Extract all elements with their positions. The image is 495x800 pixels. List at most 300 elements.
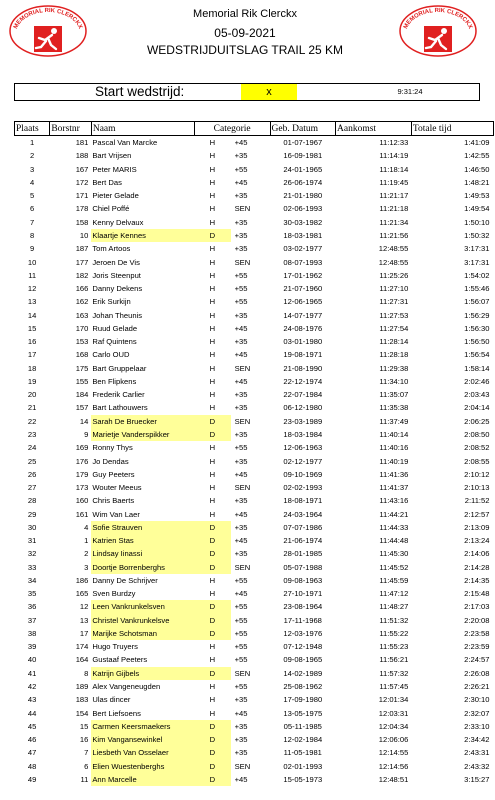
- cell-geb-datum: 14-07-1977: [283, 310, 323, 320]
- cell-geslacht: H: [209, 682, 216, 692]
- cell-geb-datum: 27-10-1971: [283, 589, 323, 599]
- col-header-naam: Naam: [91, 122, 194, 136]
- cell-aankomst: 11:21:56: [379, 230, 409, 240]
- cell-borstnr: 162: [75, 297, 89, 307]
- cell-borstnr: 172: [75, 177, 89, 187]
- cell-totale-tijd: 2:15:48: [464, 589, 490, 599]
- cell-categorie: +45: [234, 350, 248, 360]
- cell-geslacht: D: [194, 521, 230, 534]
- cell-geb-datum: 22-12-1974: [283, 376, 323, 386]
- cell-plaats: 47: [27, 748, 37, 758]
- cell-geslacht: D: [194, 561, 230, 574]
- cell-totale-tijd: 2:34:42: [464, 735, 490, 745]
- table-row: [15, 269, 494, 282]
- results-body: [15, 136, 494, 787]
- cell-plaats: 4: [30, 177, 35, 187]
- cell-totale-tijd: 1:56:54: [464, 350, 490, 360]
- cell-geb-datum: 06-12-1980: [283, 403, 323, 413]
- cell-naam: Chiel Poffé: [92, 204, 130, 214]
- cell-borstnr: 179: [75, 469, 89, 479]
- cell-aankomst: 11:21:18: [379, 204, 409, 214]
- table-row: [15, 176, 494, 189]
- cell-categorie: +45: [234, 774, 248, 784]
- cell-totale-tijd: 2:06:25: [464, 416, 490, 426]
- cell-geb-datum: 12-03-1976: [283, 628, 323, 638]
- cell-geslacht: H: [209, 642, 216, 652]
- cell-categorie: +55: [234, 682, 248, 692]
- cell-geb-datum: 18-08-1971: [283, 496, 323, 506]
- cell-geb-datum: 07-12-1948: [283, 642, 323, 652]
- cell-naam: Christel Vankrunkelsve: [91, 614, 194, 627]
- cell-aankomst: 12:04:34: [378, 721, 409, 731]
- cell-totale-tijd: 1:48:21: [464, 177, 490, 187]
- cell-naam: Pieter Gelade: [92, 191, 139, 201]
- cell-categorie: +45: [234, 323, 248, 333]
- cell-plaats: 41: [27, 668, 37, 678]
- cell-categorie: +55: [234, 284, 248, 294]
- cell-aankomst: 11:45:52: [379, 562, 409, 572]
- cell-categorie: +55: [234, 443, 248, 453]
- cell-categorie: +45: [234, 589, 248, 599]
- cell-geb-datum: 02-01-1993: [283, 761, 323, 771]
- table-row: [15, 653, 494, 666]
- cell-categorie: SEN: [234, 562, 251, 572]
- table-row: [15, 680, 494, 693]
- cell-totale-tijd: 1:50:10: [464, 217, 490, 227]
- cell-geb-datum: 09-10-1969: [283, 469, 323, 479]
- cell-geslacht: H: [209, 483, 216, 493]
- cell-totale-tijd: 2:14:28: [464, 562, 490, 572]
- cell-totale-tijd: 3:15:27: [464, 774, 490, 784]
- cell-geb-datum: 03-02-1977: [283, 244, 323, 254]
- cell-borstnr: 168: [75, 350, 89, 360]
- table-row: [15, 295, 494, 308]
- cell-aankomst: 11:44:48: [379, 536, 409, 546]
- cell-geslacht: H: [209, 443, 216, 453]
- cell-categorie: +55: [234, 628, 248, 638]
- cell-categorie: +45: [234, 469, 248, 479]
- cell-borstnr: 176: [75, 456, 89, 466]
- cell-plaats: 21: [27, 403, 37, 413]
- start-label: Start wedstrijd:: [95, 84, 185, 99]
- cell-geslacht: D: [194, 759, 230, 772]
- cell-geb-datum: 21-07-1960: [283, 284, 323, 294]
- cell-plaats: 33: [27, 562, 37, 572]
- cell-naam: Alex Vangeneugden: [92, 682, 161, 692]
- cell-geb-datum: 23-03-1989: [283, 416, 323, 426]
- table-row: [15, 454, 494, 467]
- cell-plaats: 2: [30, 151, 35, 161]
- cell-totale-tijd: 3:17:31: [464, 244, 490, 254]
- cell-totale-tijd: 2:10:12: [464, 469, 490, 479]
- table-row: [15, 242, 494, 255]
- cell-borstnr: 163: [75, 310, 89, 320]
- cell-geslacht: H: [209, 177, 216, 187]
- cell-totale-tijd: 2:26:21: [464, 682, 490, 692]
- cell-geslacht: H: [209, 191, 216, 201]
- cell-borstnr: 9: [84, 429, 89, 439]
- cell-plaats: 16: [27, 337, 37, 347]
- cell-naam: Katrien Stas: [91, 534, 194, 547]
- event-subtitle: WEDSTRIJDUITSLAG TRAIL 25 KM: [146, 43, 344, 57]
- cell-totale-tijd: 1:49:53: [464, 191, 490, 201]
- cell-geb-datum: 02-06-1993: [283, 204, 323, 214]
- cell-borstnr: 16: [79, 735, 89, 745]
- cell-geb-datum: 23-08-1964: [283, 602, 323, 612]
- cell-plaats: 5: [30, 191, 35, 201]
- cell-naam: Carlo OUD: [92, 350, 130, 360]
- cell-totale-tijd: 1:56:50: [464, 337, 490, 347]
- cell-naam: Danny Dekens: [92, 284, 143, 294]
- cell-naam: Bart Lathouwers: [92, 403, 148, 413]
- table-row: [15, 614, 494, 627]
- cell-plaats: 9: [30, 244, 35, 254]
- cell-totale-tijd: 1:55:46: [464, 284, 490, 294]
- table-row: [15, 746, 494, 759]
- cell-plaats: 18: [27, 363, 37, 373]
- cell-plaats: 14: [27, 310, 37, 320]
- cell-categorie: +35: [234, 403, 248, 413]
- cell-geb-datum: 16-09-1981: [283, 151, 323, 161]
- cell-aankomst: 11:48:27: [379, 602, 409, 612]
- cell-totale-tijd: 2:23:59: [464, 642, 490, 652]
- cell-aankomst: 11:21:34: [379, 217, 409, 227]
- cell-borstnr: 166: [75, 284, 89, 294]
- cell-naam: Bert Das: [92, 177, 122, 187]
- col-header-geb-datum: Geb. Datum: [270, 122, 335, 136]
- cell-aankomst: 11:14:19: [379, 151, 409, 161]
- cell-naam: Klaartje Kennes: [91, 229, 194, 242]
- cell-totale-tijd: 2:43:32: [464, 761, 490, 771]
- cell-plaats: 25: [27, 456, 37, 466]
- cell-categorie: +55: [234, 642, 248, 652]
- cell-geb-datum: 12-06-1963: [283, 443, 323, 453]
- cell-categorie: +45: [234, 509, 248, 519]
- cell-categorie: SEN: [234, 483, 251, 493]
- cell-borstnr: 177: [75, 257, 89, 267]
- cell-totale-tijd: 2:13:24: [464, 536, 490, 546]
- cell-naam: Bart Vrijsen: [92, 151, 132, 161]
- cell-borstnr: 4: [84, 522, 89, 532]
- cell-borstnr: 165: [75, 589, 89, 599]
- cell-totale-tijd: 2:23:58: [464, 628, 490, 638]
- cell-aankomst: 11:47:12: [379, 589, 409, 599]
- cell-geslacht: H: [209, 469, 216, 479]
- cell-aankomst: 11:12:33: [379, 138, 409, 148]
- cell-geslacht: H: [209, 363, 216, 373]
- logo-right: [398, 4, 478, 58]
- cell-naam: Erik Surkijn: [92, 297, 131, 307]
- cell-totale-tijd: 1:56:30: [464, 323, 490, 333]
- cell-geslacht: D: [194, 229, 230, 242]
- cell-aankomst: 11:44:33: [379, 522, 409, 532]
- table-row: [15, 587, 494, 600]
- cell-aankomst: 12:14:55: [378, 748, 409, 758]
- cell-plaats: 44: [27, 708, 37, 718]
- cell-naam: Joris Steenput: [92, 270, 141, 280]
- cell-borstnr: 1: [84, 536, 89, 546]
- table-row: [15, 229, 494, 242]
- cell-plaats: 35: [27, 589, 37, 599]
- cell-geslacht: H: [209, 257, 216, 267]
- start-box: [14, 83, 480, 101]
- cell-geslacht: H: [209, 589, 216, 599]
- cell-totale-tijd: 2:32:07: [464, 708, 490, 718]
- cell-geb-datum: 13-05-1975: [283, 708, 323, 718]
- logo-left: [8, 4, 88, 58]
- cell-totale-tijd: 2:03:43: [464, 390, 490, 400]
- cell-naam: Johan Theunis: [92, 310, 143, 320]
- cell-geb-datum: 02-12-1977: [283, 456, 323, 466]
- table-row: [15, 507, 494, 520]
- table-row: [15, 441, 494, 454]
- cell-plaats: 39: [27, 642, 37, 652]
- table-row: [15, 149, 494, 162]
- cell-geb-datum: 18-03-1981: [283, 230, 323, 240]
- cell-geslacht: H: [209, 284, 216, 294]
- cell-borstnr: 6: [84, 761, 89, 771]
- cell-categorie: +45: [234, 536, 248, 546]
- cell-geslacht: D: [194, 746, 230, 759]
- start-marker: x: [241, 84, 297, 100]
- cell-totale-tijd: 1:56:29: [464, 310, 490, 320]
- table-row: [15, 547, 494, 560]
- cell-aankomst: 11:27:54: [379, 323, 409, 333]
- cell-geb-datum: 22-07-1984: [283, 390, 323, 400]
- cell-geb-datum: 08-07-1993: [283, 257, 323, 267]
- cell-geslacht: H: [209, 204, 216, 214]
- cell-naam: Frederik Carlier: [92, 390, 145, 400]
- cell-geslacht: H: [209, 496, 216, 506]
- cell-naam: Sven Burdzy: [92, 589, 136, 599]
- cell-naam: Katrijn Gijbels: [91, 667, 194, 680]
- cell-geslacht: H: [209, 323, 216, 333]
- table-row: [15, 481, 494, 494]
- cell-aankomst: 11:57:45: [379, 682, 409, 692]
- cell-geslacht: H: [209, 138, 216, 148]
- cell-categorie: +45: [234, 376, 248, 386]
- table-row: [15, 362, 494, 375]
- cell-totale-tijd: 2:14:35: [464, 575, 490, 585]
- cell-geb-datum: 15-05-1973: [283, 774, 323, 784]
- cell-plaats: 34: [27, 575, 37, 585]
- cell-plaats: 1: [30, 138, 35, 148]
- cell-totale-tijd: 2:20:08: [464, 615, 490, 625]
- cell-aankomst: 11:40:19: [379, 456, 409, 466]
- cell-geb-datum: 02-02-1993: [283, 483, 323, 493]
- col-header-borstnr: Borstnr: [50, 122, 92, 136]
- table-row: [15, 706, 494, 719]
- cell-plaats: 26: [27, 469, 37, 479]
- cell-plaats: 30: [27, 522, 37, 532]
- cell-geb-datum: 09-08-1963: [283, 575, 323, 585]
- cell-geslacht: D: [194, 667, 230, 680]
- cell-naam: Chris Baerts: [92, 496, 135, 506]
- cell-borstnr: 184: [75, 390, 89, 400]
- cell-categorie: +35: [234, 522, 248, 532]
- cell-categorie: SEN: [234, 257, 251, 267]
- cell-geslacht: H: [209, 695, 216, 705]
- cell-geb-datum: 12-06-1965: [283, 297, 323, 307]
- cell-totale-tijd: 2:13:09: [464, 522, 490, 532]
- cell-aankomst: 11:37:49: [379, 416, 409, 426]
- cell-categorie: +35: [234, 244, 248, 254]
- logo-text-left: MEMORIAL RIK CLERCKX: [13, 7, 83, 30]
- table-row: [15, 282, 494, 295]
- cell-naam: Bart Gruppelaar: [92, 363, 147, 373]
- cell-plaats: 19: [27, 376, 37, 386]
- cell-categorie: +35: [234, 735, 248, 745]
- cell-geb-datum: 14-02-1989: [283, 668, 323, 678]
- cell-aankomst: 11:27:53: [379, 310, 409, 320]
- cell-geslacht: H: [209, 217, 216, 227]
- cell-aankomst: 12:03:31: [378, 708, 409, 718]
- cell-aankomst: 11:35:38: [379, 403, 409, 413]
- cell-borstnr: 17: [79, 628, 89, 638]
- cell-aankomst: 11:27:31: [379, 297, 409, 307]
- cell-totale-tijd: 1:58:14: [464, 363, 490, 373]
- cell-aankomst: 11:29:38: [379, 363, 409, 373]
- cell-categorie: +35: [234, 456, 248, 466]
- cell-borstnr: 15: [79, 721, 89, 731]
- cell-plaats: 37: [27, 615, 37, 625]
- cell-geb-datum: 17-11-1968: [283, 615, 322, 625]
- cell-naam: Marijke Schotsman: [91, 627, 194, 640]
- cell-naam: Wouter Meeus: [92, 483, 142, 493]
- event-date: 05-09-2021: [214, 26, 276, 40]
- cell-borstnr: 170: [75, 323, 89, 333]
- cell-plaats: 7: [30, 217, 35, 227]
- cell-totale-tijd: 2:30:10: [464, 695, 490, 705]
- cell-borstnr: 7: [84, 748, 89, 758]
- cell-geb-datum: 21-08-1990: [283, 363, 323, 373]
- cell-borstnr: 161: [75, 509, 89, 519]
- cell-plaats: 28: [27, 496, 37, 506]
- cell-plaats: 29: [27, 509, 37, 519]
- cell-aankomst: 11:56:21: [379, 655, 409, 665]
- cell-borstnr: 174: [75, 642, 89, 652]
- cell-borstnr: 3: [84, 562, 89, 572]
- cell-categorie: +35: [234, 748, 248, 758]
- cell-geb-datum: 17-01-1962: [283, 270, 323, 280]
- cell-geb-datum: 07-07-1986: [283, 522, 323, 532]
- cell-borstnr: 153: [75, 337, 89, 347]
- cell-totale-tijd: 2:17:03: [464, 602, 490, 612]
- cell-geslacht: H: [209, 297, 216, 307]
- cell-plaats: 32: [27, 549, 37, 559]
- cell-plaats: 40: [27, 655, 37, 665]
- cell-geslacht: D: [194, 773, 230, 786]
- cell-totale-tijd: 1:49:54: [464, 204, 490, 214]
- cell-geb-datum: 03-01-1980: [283, 337, 323, 347]
- table-row: [15, 189, 494, 202]
- cell-categorie: +55: [234, 655, 248, 665]
- cell-totale-tijd: 3:17:31: [464, 257, 490, 267]
- cell-plaats: 43: [27, 695, 37, 705]
- cell-borstnr: 12: [79, 602, 89, 612]
- table-row: [15, 308, 494, 321]
- cell-aankomst: 11:40:14: [379, 429, 409, 439]
- cell-naam: Ben Flipkens: [92, 376, 137, 386]
- table-row: [15, 375, 494, 388]
- cell-totale-tijd: 2:02:46: [464, 376, 490, 386]
- cell-aankomst: 11:55:22: [379, 628, 409, 638]
- cell-aankomst: 11:34:10: [379, 376, 409, 386]
- table-row: [15, 136, 494, 150]
- table-row: [15, 322, 494, 335]
- cell-geslacht: D: [194, 733, 230, 746]
- cell-categorie: +55: [234, 615, 248, 625]
- cell-geslacht: D: [194, 415, 230, 428]
- cell-borstnr: 183: [75, 695, 89, 705]
- cell-categorie: +35: [234, 337, 248, 347]
- cell-borstnr: 186: [75, 575, 89, 585]
- cell-totale-tijd: 1:41:09: [464, 138, 490, 148]
- cell-plaats: 45: [27, 721, 37, 731]
- table-row: [15, 163, 494, 176]
- cell-categorie: +55: [234, 164, 248, 174]
- cell-aankomst: 11:51:32: [379, 615, 409, 625]
- table-row: [15, 627, 494, 640]
- cell-aankomst: 12:48:55: [378, 257, 409, 267]
- cell-borstnr: 11: [80, 774, 89, 784]
- table-row: [15, 216, 494, 229]
- cell-totale-tijd: 2:11:52: [464, 496, 490, 506]
- cell-borstnr: 181: [75, 138, 89, 148]
- cell-geslacht: H: [209, 151, 216, 161]
- cell-geb-datum: 05-11-1985: [283, 721, 322, 731]
- cell-plaats: 20: [27, 390, 37, 400]
- col-header-totale-tijd: Totale tijd: [411, 122, 493, 136]
- cell-plaats: 15: [27, 323, 37, 333]
- table-header-row: [15, 122, 494, 136]
- cell-borstnr: 187: [75, 244, 89, 254]
- cell-plaats: 17: [27, 350, 37, 360]
- cell-plaats: 31: [27, 536, 37, 546]
- cell-geslacht: H: [209, 390, 216, 400]
- cell-plaats: 48: [27, 761, 37, 771]
- cell-geslacht: H: [209, 244, 216, 254]
- cell-totale-tijd: 1:54:02: [464, 270, 490, 280]
- cell-geb-datum: 01-07-1967: [283, 138, 323, 148]
- cell-categorie: SEN: [234, 204, 251, 214]
- cell-borstnr: 173: [75, 483, 89, 493]
- cell-aankomst: 11:44:21: [379, 509, 409, 519]
- cell-geb-datum: 18-03-1984: [283, 429, 323, 439]
- table-row: [15, 773, 494, 786]
- cell-totale-tijd: 2:26:08: [464, 668, 490, 678]
- cell-geslacht: H: [209, 337, 216, 347]
- table-row: [15, 202, 494, 215]
- cell-geslacht: H: [209, 403, 216, 413]
- start-time: 9:31:24: [397, 87, 423, 96]
- cell-totale-tijd: 2:08:52: [464, 443, 490, 453]
- cell-totale-tijd: 1:46:50: [464, 164, 490, 174]
- cell-totale-tijd: 2:14:06: [464, 549, 490, 559]
- cell-geb-datum: 21-06-1974: [283, 536, 323, 546]
- cell-geslacht: H: [209, 655, 216, 665]
- cell-categorie: +35: [234, 496, 248, 506]
- cell-naam: Jeroen De Vis: [92, 257, 140, 267]
- table-row: [15, 428, 494, 441]
- cell-plaats: 38: [27, 628, 37, 638]
- table-row: [15, 494, 494, 507]
- results-table: [14, 121, 494, 786]
- cell-plaats: 10: [27, 257, 37, 267]
- cell-geslacht: D: [194, 614, 230, 627]
- table-row: [15, 720, 494, 733]
- event-title: Memorial Rik Clerckx: [193, 8, 297, 20]
